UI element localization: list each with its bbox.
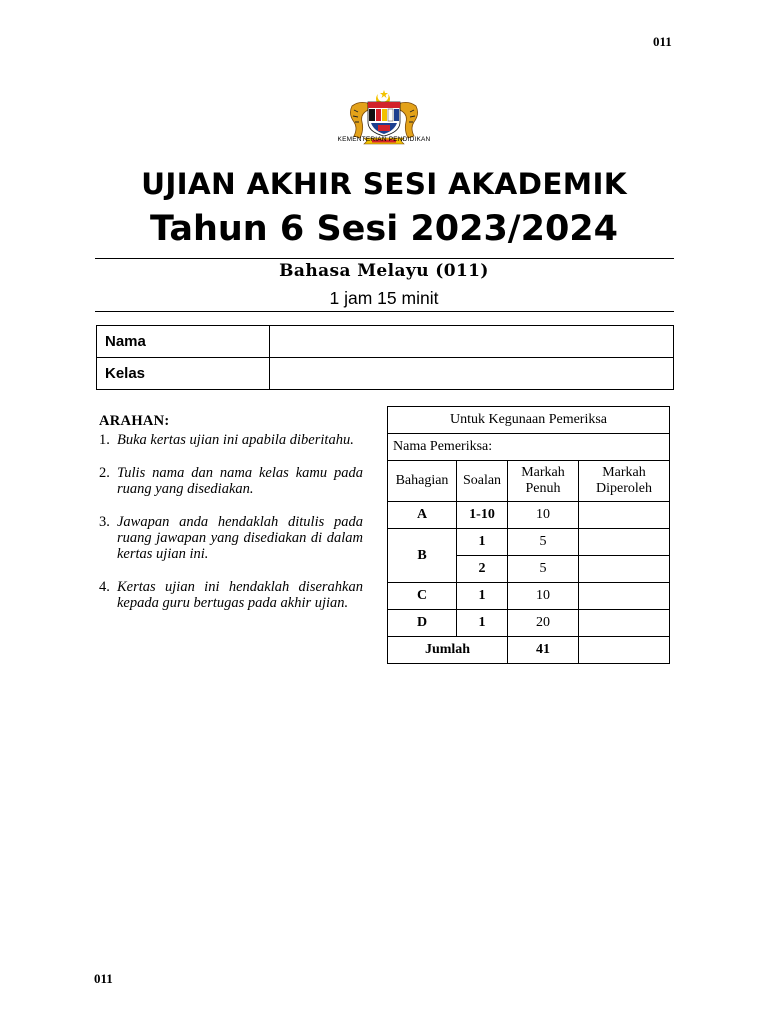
total-row: [388, 637, 670, 664]
instruction-text: Jawapan anda hendaklah ditulis pada ruang jawapan yang disediakan di dalam kertas ujian ini.: [117, 514, 363, 562]
section-cell: C: [388, 583, 457, 610]
paper-code-bottom: 011: [94, 971, 113, 986]
total-full-marks: 41: [508, 637, 579, 664]
instruction-number: 3.: [99, 514, 110, 530]
instruction-number: 2.: [99, 465, 110, 481]
instruction-text: Kertas ujian ini hendaklah diserahkan kepada guru bertugas pada akhir ujian.: [117, 579, 363, 611]
exam-duration: 1 jam 15 minit: [329, 288, 439, 308]
section-cell: B: [388, 529, 457, 583]
instructions: [99, 413, 363, 628]
col-header-section: Bahagian: [388, 461, 457, 502]
instruction-item: [99, 514, 363, 562]
section-cell: A: [388, 502, 457, 529]
full-marks-cell: 10: [508, 583, 579, 610]
instruction-item: [99, 579, 363, 611]
class-field[interactable]: [270, 358, 674, 390]
instruction-item: [99, 465, 363, 497]
obtained-marks-cell[interactable]: [579, 556, 670, 583]
exam-title: UJIAN AKHIR SESI AKADEMIK: [141, 167, 627, 201]
col-header-full-marks: Markah Penuh: [508, 461, 579, 502]
instruction-text: Buka kertas ujian ini apabila diberitahu.: [117, 432, 354, 448]
full-marks-cell: 20: [508, 610, 579, 637]
name-row: [97, 326, 674, 358]
question-cell: 1: [457, 583, 508, 610]
obtained-marks-cell[interactable]: [579, 583, 670, 610]
col-header-question: Soalan: [457, 461, 508, 502]
examiner-marks-table: [387, 406, 670, 664]
full-marks-cell: 5: [508, 529, 579, 556]
name-field[interactable]: [270, 326, 674, 358]
name-label: Nama: [97, 326, 270, 358]
instructions-list: [99, 432, 363, 611]
question-cell: 1-10: [457, 502, 508, 529]
obtained-marks-cell[interactable]: [579, 529, 670, 556]
instructions-heading: ARAHAN:: [99, 413, 170, 429]
table-row: [388, 529, 670, 556]
full-marks-cell: 5: [508, 556, 579, 583]
instruction-number: 4.: [99, 579, 110, 595]
paper-code-top: 011: [653, 34, 672, 49]
question-cell: 2: [457, 556, 508, 583]
instruction-item: [99, 432, 363, 448]
section-cell: D: [388, 610, 457, 637]
class-label: Kelas: [97, 358, 270, 390]
question-cell: 1: [457, 610, 508, 637]
question-cell: 1: [457, 529, 508, 556]
total-label: Jumlah: [388, 637, 508, 664]
exam-subtitle: Tahun 6 Sesi 2023/2024: [149, 209, 619, 249]
ministry-caption: KEMENTERIAN PENDIDIKAN: [337, 136, 431, 143]
instruction-number: 1.: [99, 432, 110, 448]
total-obtained-marks[interactable]: [579, 637, 670, 664]
table-row: [388, 502, 670, 529]
full-marks-cell: 10: [508, 502, 579, 529]
col-header-obtained-marks: Markah Diperoleh: [579, 461, 670, 502]
student-info-table: [96, 325, 674, 390]
instruction-text: Tulis nama dan nama kelas kamu pada ruang yang disediakan.: [117, 465, 363, 497]
obtained-marks-cell[interactable]: [579, 610, 670, 637]
header-divider-top: [95, 258, 674, 259]
obtained-marks-cell[interactable]: [579, 502, 670, 529]
header-divider-bottom: [95, 311, 674, 312]
examiner-table-title: Untuk Kegunaan Pemeriksa: [388, 407, 670, 434]
table-row: [388, 610, 670, 637]
table-row: [388, 583, 670, 610]
class-row: [97, 358, 674, 390]
subject-title: Bahasa Melayu (011): [279, 261, 489, 281]
examiner-name-label: Nama Pemeriksa:: [388, 434, 670, 461]
